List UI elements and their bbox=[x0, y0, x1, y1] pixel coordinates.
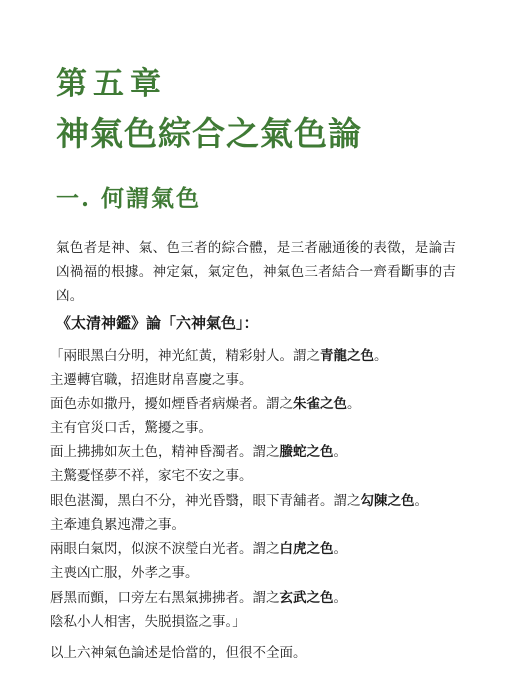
entry-line2: 主驚憂怪夢不祥，家宅不安之事。 bbox=[50, 468, 253, 484]
entry-punct: 。 bbox=[347, 396, 361, 412]
entry-punct: 。 bbox=[414, 493, 428, 509]
section-heading: 一. 何謂氣色 bbox=[56, 185, 202, 212]
entry-term: 玄武之色 bbox=[279, 590, 334, 606]
entry-line1 bbox=[50, 537, 470, 561]
source-heading: 《太清神鑑》論「六神氣色」： bbox=[56, 314, 259, 332]
conclusion-paragraph: 以上六神氣色論述是恰當的，但很不全面。 bbox=[50, 645, 307, 661]
intro-paragraph: 氣色者是神、氣、色三者的綜合體，是三者融通後的表徵，是論吉凶禍福的根據。神定氣，氣定色，神氣色三者結合一齊看斷事的吉凶。 bbox=[56, 240, 457, 304]
chapter-number: 第五章 bbox=[56, 66, 167, 102]
entry-punct: 。 bbox=[374, 348, 388, 364]
entry-line2: 主喪凶亡服，外孝之事。 bbox=[50, 565, 199, 581]
entry-zhuque bbox=[50, 392, 470, 440]
entry-punct: 。 bbox=[333, 590, 347, 606]
entry-line1 bbox=[50, 440, 470, 464]
entry-term: 勾陳之色 bbox=[360, 493, 415, 509]
entry-line2: 主遷轉官職，招進財帛喜慶之事。 bbox=[50, 372, 253, 388]
entry-term: 白虎之色 bbox=[279, 541, 334, 557]
entry-text: 唇黑而顫，口旁左右黑氣拂拂者。謂之 bbox=[50, 590, 280, 606]
entry-term: 青龍之色 bbox=[320, 348, 374, 364]
entry-term: 螣蛇之色 bbox=[279, 444, 334, 460]
entry-text: 面上拂拂如灰土色，精神昏濁者。謂之 bbox=[50, 444, 280, 460]
entry-baihu bbox=[50, 537, 470, 585]
entry-line1 bbox=[50, 586, 470, 610]
entry-punct: 。 bbox=[333, 444, 347, 460]
entry-gouchen bbox=[50, 489, 470, 537]
entry-term: 朱雀之色 bbox=[293, 396, 347, 412]
entry-line2: 主有官災口舌，驚擾之事。 bbox=[50, 420, 212, 436]
entry-text: 面色赤如撒丹，擾如煙昏者病燥者。謂之 bbox=[50, 396, 293, 412]
entry-punct: 。 bbox=[333, 541, 347, 557]
entry-line2: 主牽連負累迍滯之事。 bbox=[50, 517, 185, 533]
chapter-title: 神氣色綜合之氣色論 bbox=[56, 114, 362, 153]
entry-line1 bbox=[50, 489, 470, 513]
entry-line2: 陰私小人相害，失脱損盜之事。」 bbox=[50, 614, 246, 630]
entry-text: 「兩眼黑白分明，神光紅黃，精彩射人。謂之 bbox=[50, 348, 320, 364]
entry-line1 bbox=[50, 392, 470, 416]
entry-xuanwu bbox=[50, 586, 470, 634]
entry-text: 兩眼白氣閃，似淚不淚瑩白光者。謂之 bbox=[50, 541, 280, 557]
entry-text: 眼色湛濁，黑白不分，神光昏翳，眼下青舖者。謂之 bbox=[50, 493, 361, 509]
entry-tengshe bbox=[50, 440, 470, 488]
entry-line1 bbox=[50, 344, 470, 368]
entry-qinglong bbox=[50, 344, 470, 392]
